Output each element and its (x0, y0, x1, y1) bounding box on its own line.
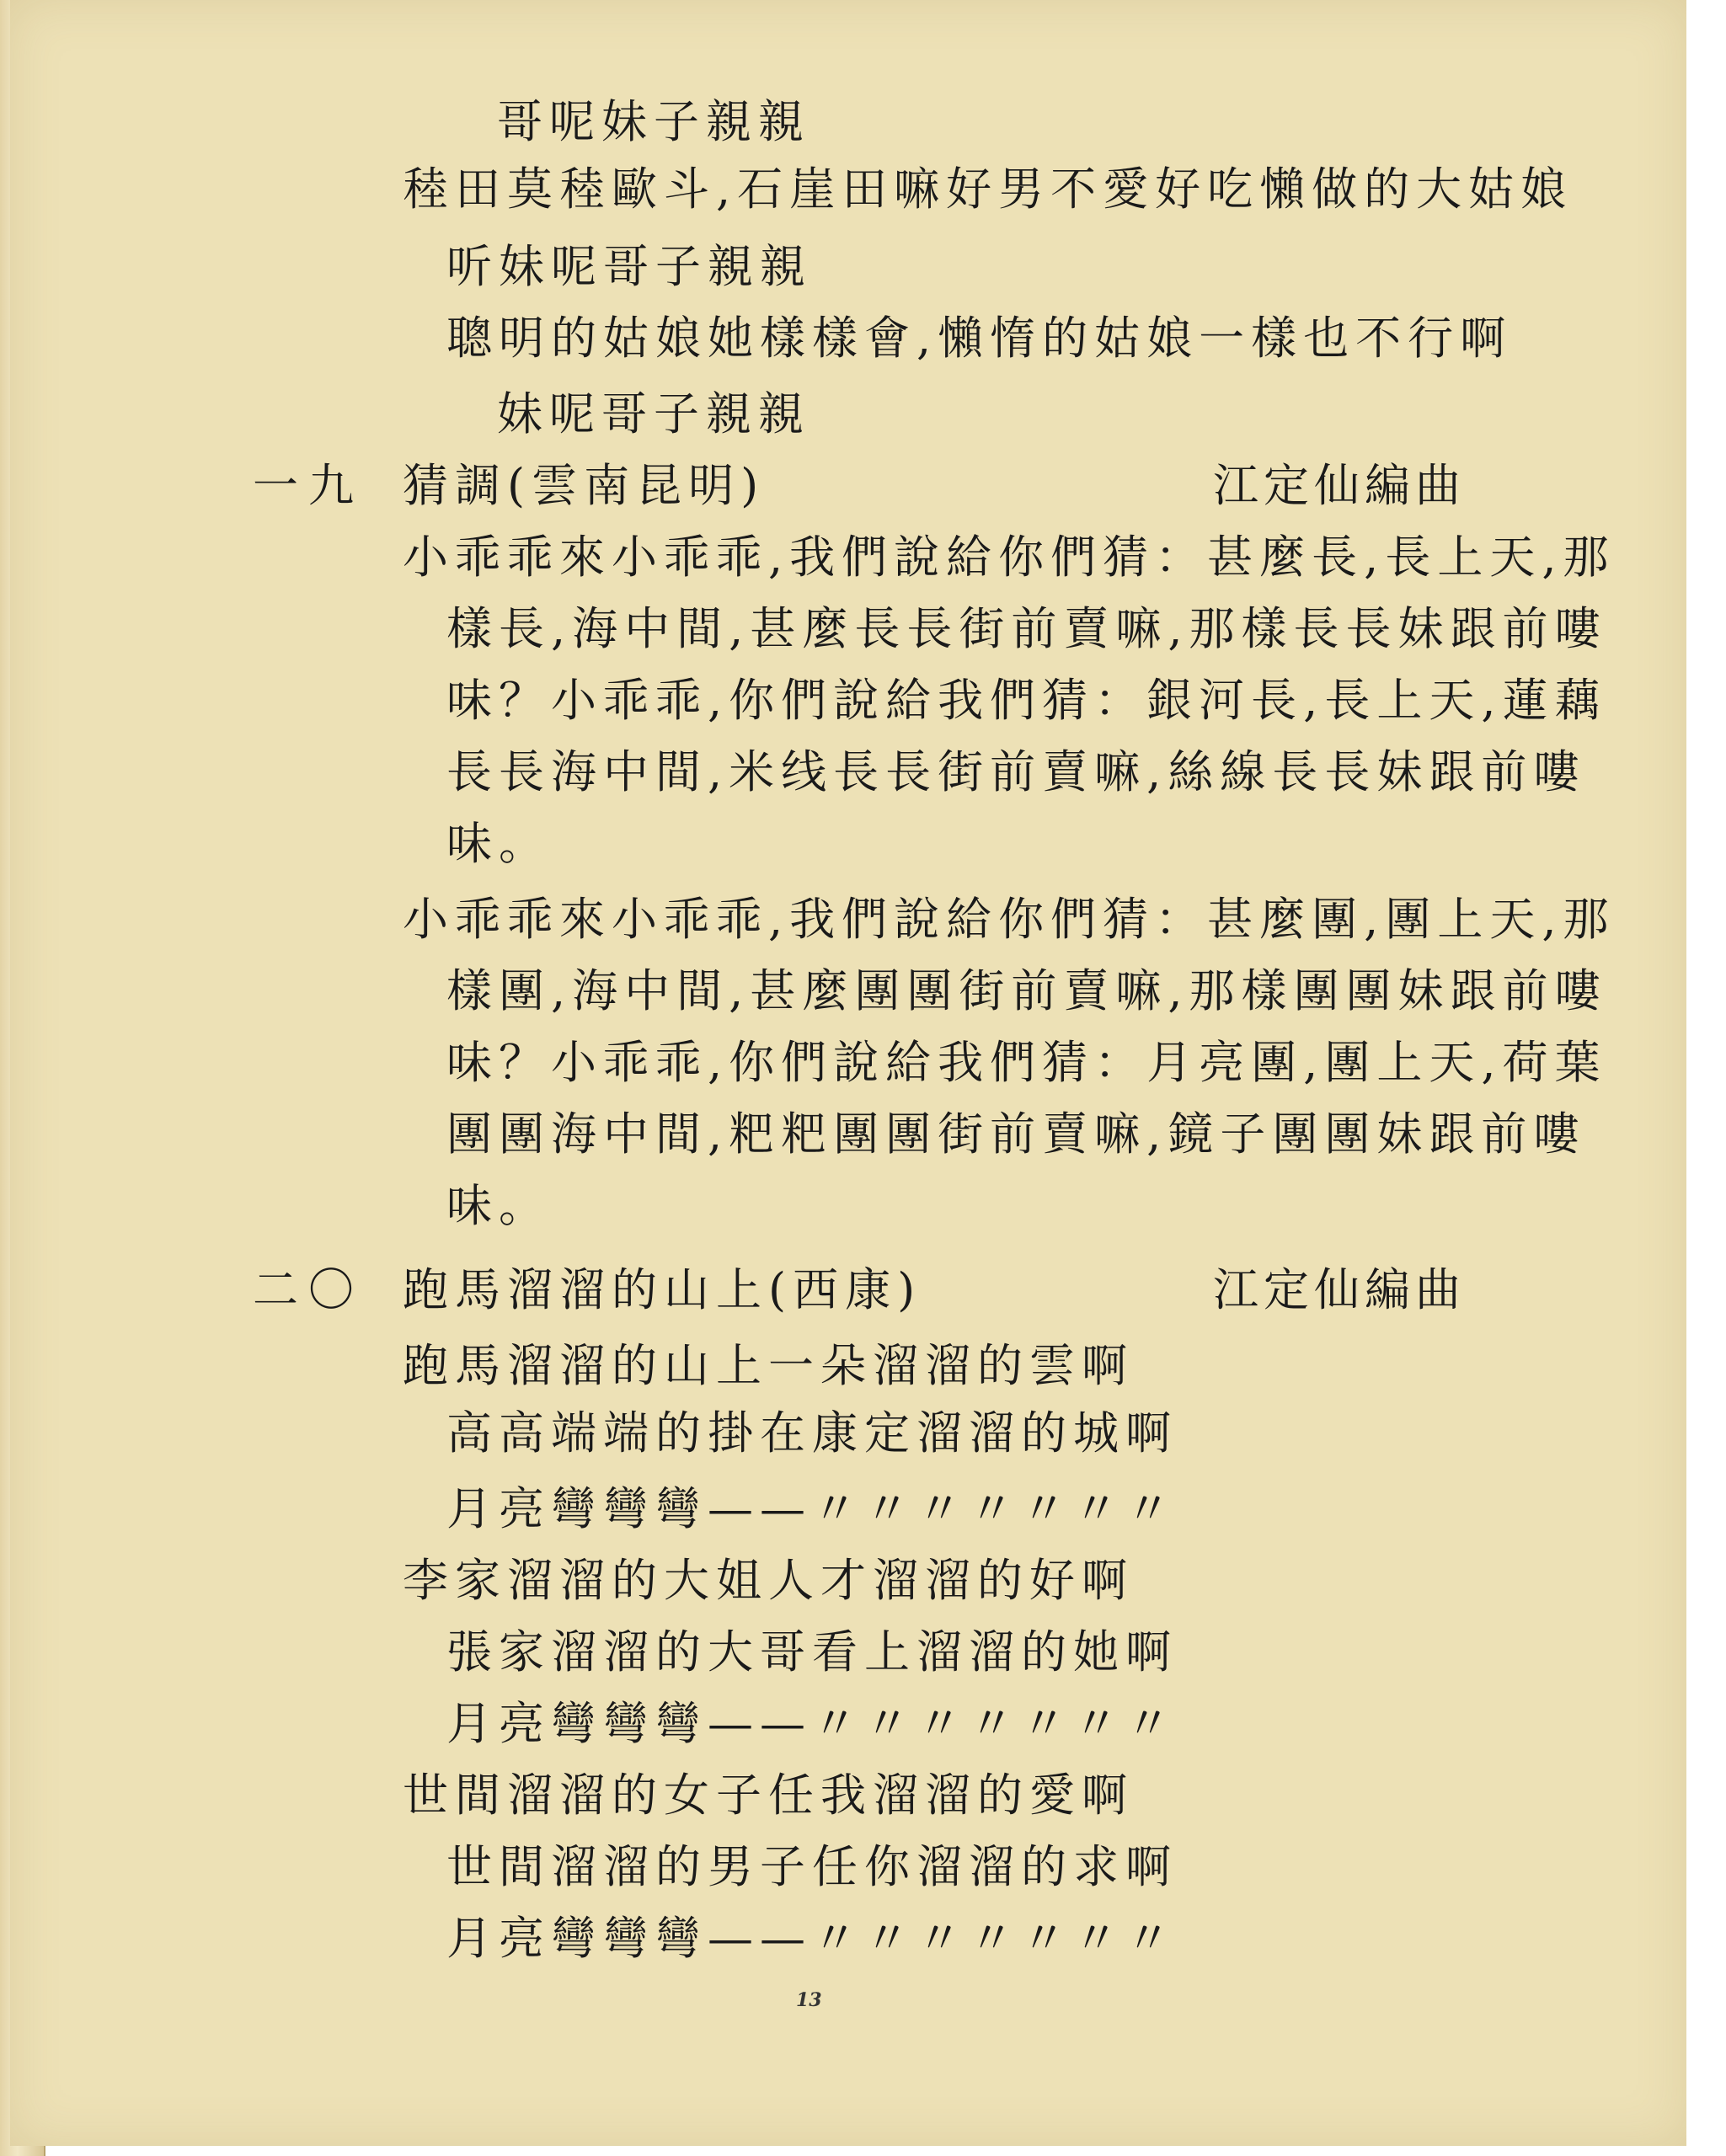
page-number: 13 (796, 1989, 822, 2011)
lyric-line: 稑田莫稑歐斗,石崖田嘛好男不愛好吃懶做的大姑娘 (403, 163, 1574, 216)
lyric-line: 小乖乖來小乖乖,我們說給你們猜：甚麼長,長上天,那 (403, 531, 1616, 584)
lyric-line: 長長海中間,米线長長街前賣嘛,絲線長長妹跟前嘍 (446, 745, 1586, 798)
lyric-line: 妹呢哥子親親 (497, 387, 810, 440)
song-title: 跑馬溜溜的山上(西康) (403, 1263, 922, 1316)
section-number: 一九 (253, 459, 364, 512)
lyric-line: 味？小乖乖,你們說給我們猜：月亮團,團上天,荷葉 (446, 1036, 1607, 1089)
composer-credit: 江定仙編曲 (1213, 1263, 1466, 1316)
lyric-line: 世間溜溜的女子任我溜溜的愛啊 (403, 1769, 1134, 1822)
lyric-line: 樣團,海中間,甚麼團團街前賣嘛,那樣團團妹跟前嘍 (446, 964, 1607, 1017)
lyric-line: 月亮彎彎彎——〃〃〃〃〃〃〃 (446, 1912, 1178, 1965)
lyric-line: 團團海中間,粑粑團團街前賣嘛,鏡子團團妹跟前嘍 (446, 1107, 1586, 1161)
lyric-line: 哥呢妹子親親 (497, 95, 810, 148)
lyric-line: 聰明的姑娘她樣樣會,懶惰的姑娘一樣也不行啊 (446, 312, 1513, 365)
lyric-line: 月亮彎彎彎——〃〃〃〃〃〃〃 (446, 1482, 1178, 1535)
lyric-line: 樣長,海中間,甚麼長長街前賣嘛,那樣長長妹跟前嘍 (446, 602, 1607, 655)
lyric-line: 味。 (446, 817, 551, 870)
composer-credit: 江定仙編曲 (1213, 459, 1466, 512)
song-title: 猜調(雲南昆明) (403, 459, 766, 512)
section-number: 二〇 (253, 1263, 364, 1316)
lyric-line: 張家溜溜的大哥看上溜溜的她啊 (446, 1625, 1178, 1678)
lyric-line: 听妹呢哥子親親 (446, 240, 812, 293)
lyric-line: 李家溜溜的大姐人才溜溜的好啊 (403, 1554, 1134, 1607)
lyric-line: 味？小乖乖,你們說給我們猜：銀河長,長上天,蓮藕 (446, 674, 1607, 727)
lyric-line: 小乖乖來小乖乖,我們說給你們猜：甚麼團,團上天,那 (403, 893, 1616, 946)
lyric-line: 月亮彎彎彎——〃〃〃〃〃〃〃 (446, 1697, 1178, 1750)
lyric-line: 味。 (446, 1179, 551, 1232)
lyric-line: 跑馬溜溜的山上一朵溜溜的雲啊 (403, 1339, 1134, 1392)
lyric-line: 高高端端的掛在康定溜溜的城啊 (446, 1406, 1178, 1460)
lyric-line: 世間溜溜的男子任你溜溜的求啊 (446, 1840, 1178, 1893)
